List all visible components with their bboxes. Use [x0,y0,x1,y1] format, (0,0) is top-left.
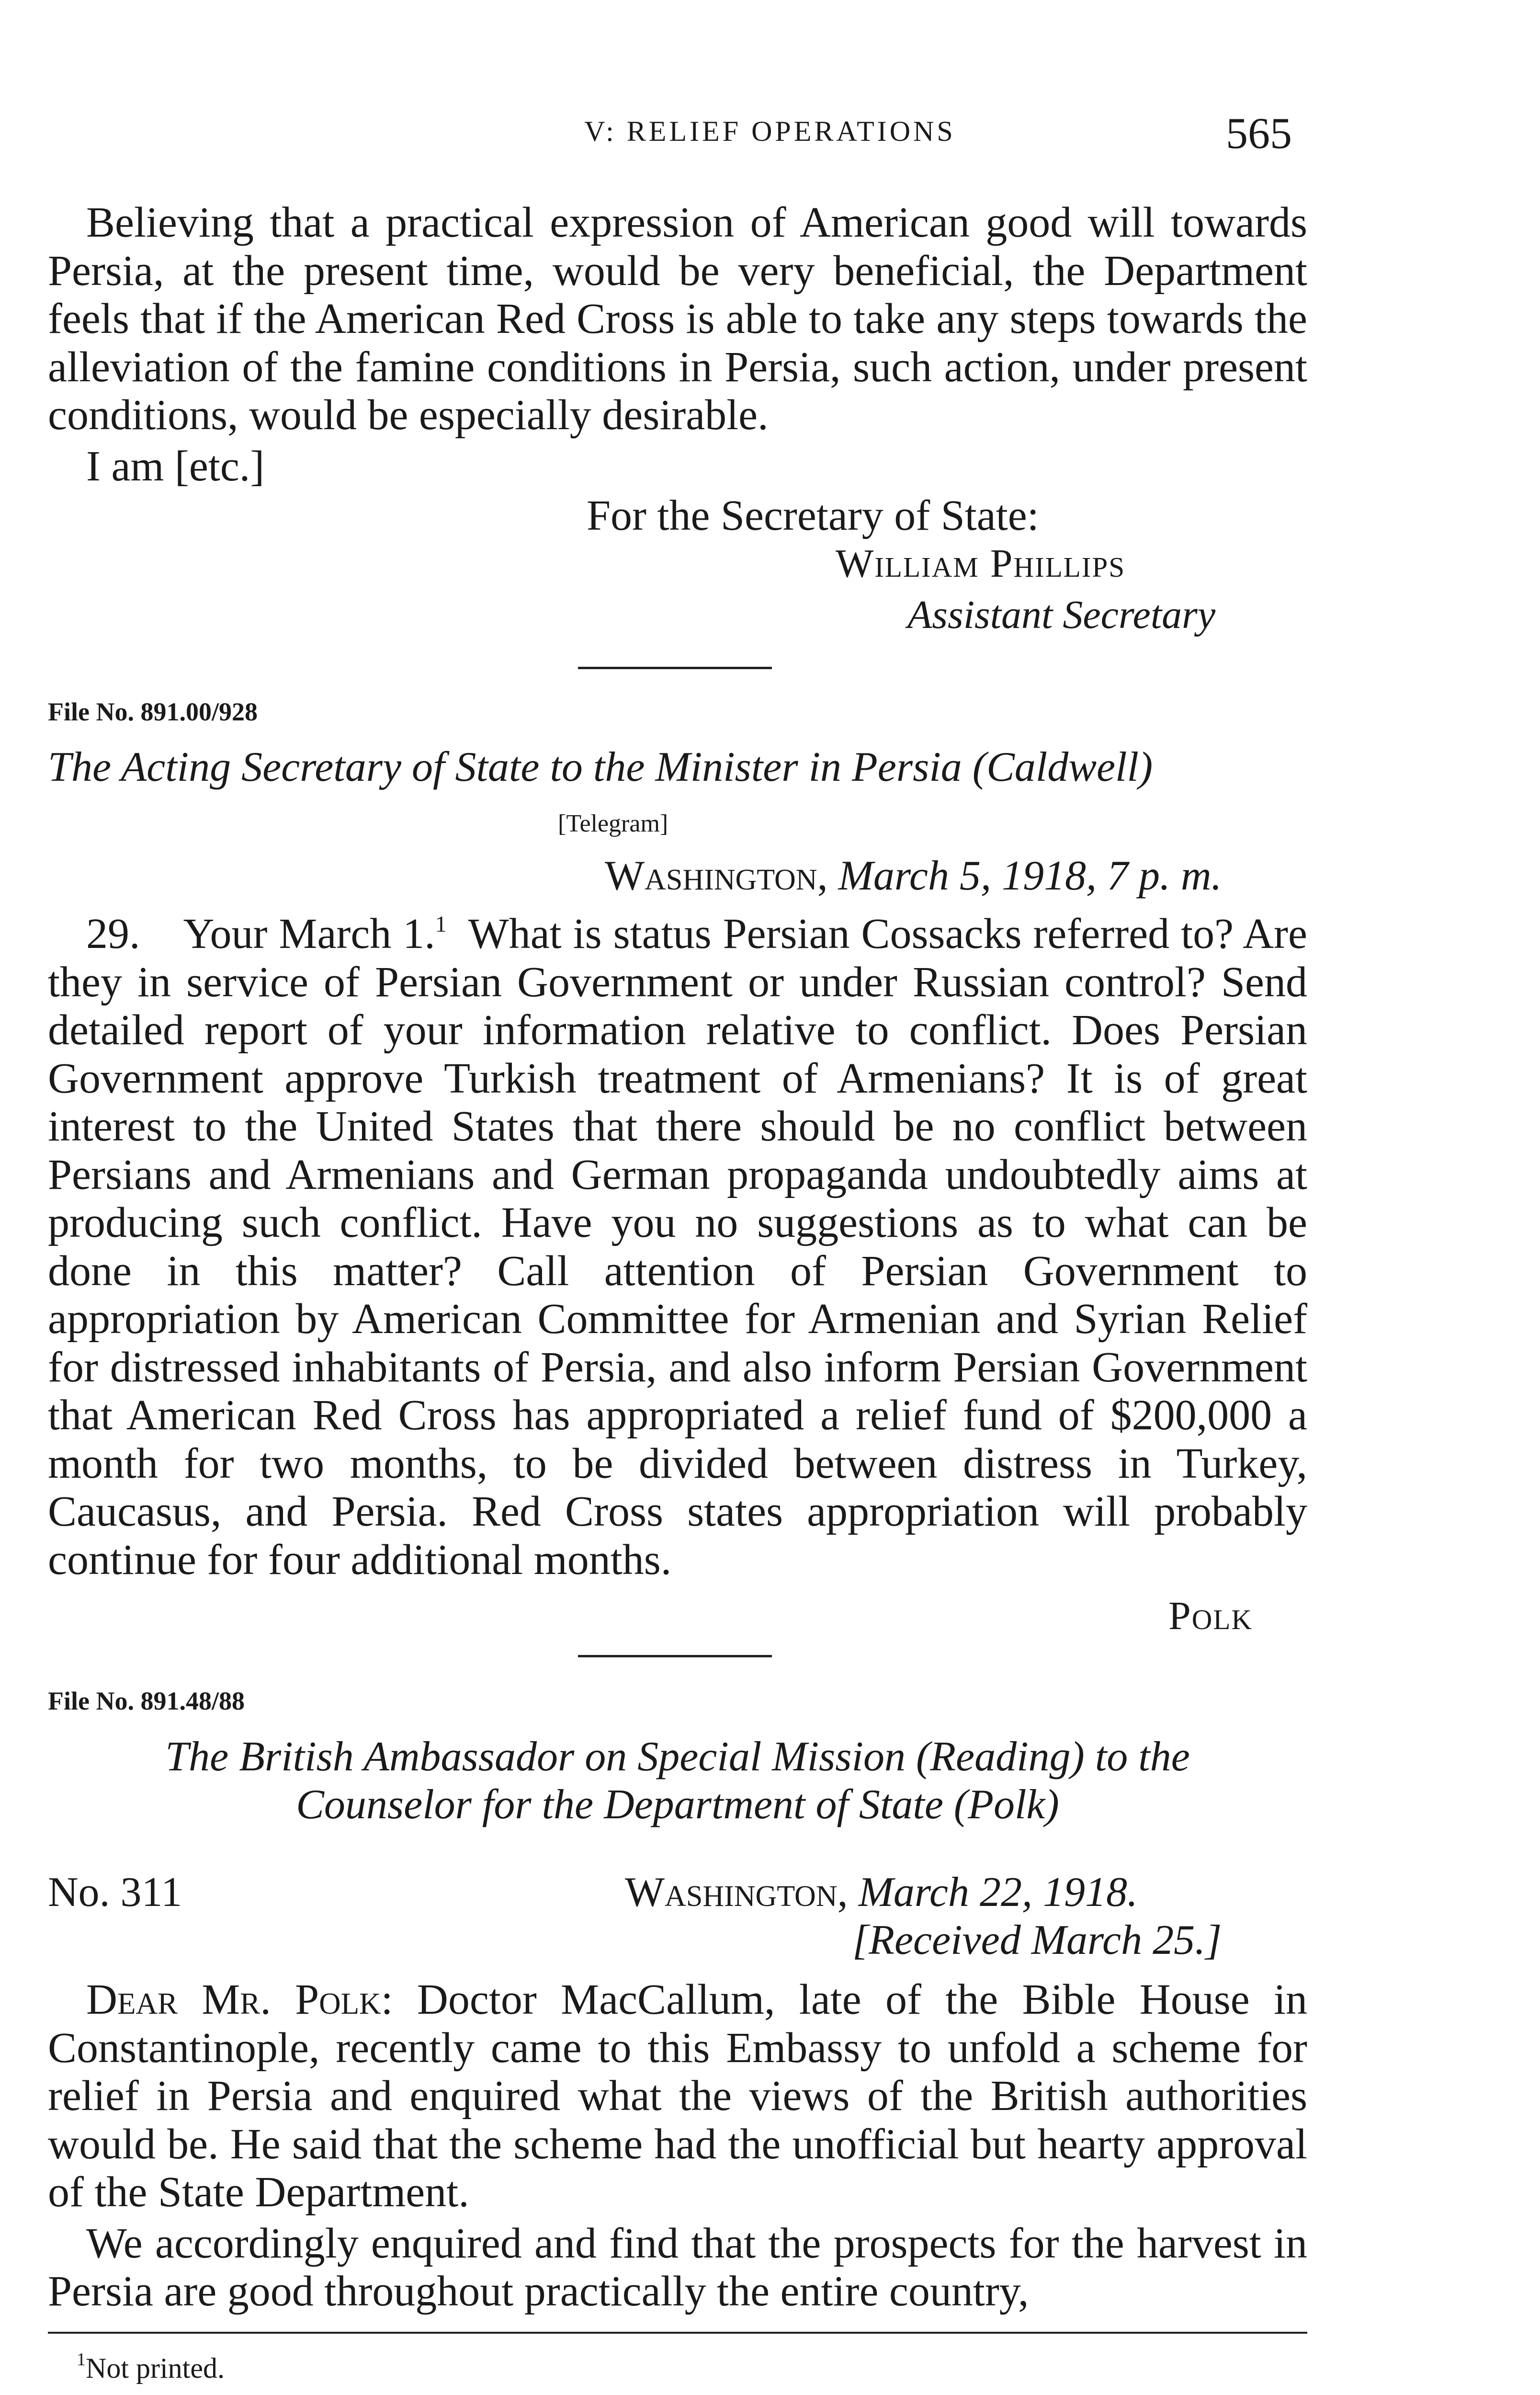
doc1-paragraph: Believing that a practical expression of American good will towards Persia, at the present time, would be very beneficial, the Department feels that if the American Red Cross is able to take any steps towards the alleviation of the famine conditions in Persia, such action, under present conditions, would be especially desirable. [48,199,1307,439]
doc2-signer: Polk [1168,1594,1253,1638]
footnote-mark: 1 [77,2349,86,2370]
doc3-para1-text: Doctor MacCallum, late of the Bible House in Constantinople, recently came to this Embassy to unfold a scheme for relief in Persia and enquired what the views of the British authorities would be. He said that the scheme had the unofficial but hearty approval of the State Department. [48,1976,1307,2216]
doc2-paragraph [48,910,1307,1584]
doc1-signature-line: For the Secretary of State: [587,492,1039,539]
doc2-heading: The Acting Secretary of State to the Minister in Persia (Caldwell) [48,744,1153,790]
doc3-dateline [625,1868,1138,1916]
doc2-dateline [605,852,1222,900]
doc3-paragraph-2: We accordingly enquired and find that the prospects for the harvest in Persia are good throughout practically the entire country, [48,2219,1307,2315]
section-divider [578,667,772,669]
doc3-dateline-place: Washington, [625,1869,848,1916]
doc3-received: [Received March 25.] [852,1917,1222,1963]
doc1-closing: I am [etc.] [86,442,265,490]
doc3-paragraph-1 [48,1976,1307,2217]
doc1-body [48,199,1307,490]
doc3-heading-line2: Counselor for the Department of State (Polk) [296,1781,1059,1828]
doc2-type: [Telegram] [558,810,668,837]
doc1-signer-title: Assistant Secretary [907,593,1216,637]
running-head: V: RELIEF OPERATIONS [584,115,956,147]
doc3-number: No. 311 [48,1869,182,1916]
doc3-body [48,1976,1307,2316]
doc3-heading-line1: The British Ambassador on Special Mission (Reading) to the [165,1734,1190,1780]
doc2-dateline-place: Washington, [605,853,828,899]
doc2-number: 29. [86,910,140,958]
doc3-heading [48,1733,1307,1829]
doc2-text: What is status Persian Cossacks referred to? Are they in service of Persian Government or under Russian control? Send detailed report of your information relative to conflict. Does Persian Government approve Turkish treatment of Armenians? It is of great interest to the United States that there should be no conflict between Persians and Armenians and German propaganda undoubtedly aims at producing such conflict. Have you no suggestions as to what can be done in this matter? Call attention of Persian Government to appropriation by American Committee for Armenian and Syrian Relief for distressed inhabitants of Persia, and also inform Persian Government that American Red Cross has appropriated a relief fund of $200,000 a month for two months, to be divided between distress in Turkey, Caucasus, and Persia. Red Cross states appropriation will probably continue for four additional months. [48,910,1307,1584]
doc2-dateline-date: March 5, 1918, 7 p. m. [838,853,1222,899]
footnote-text: Not printed. [86,2352,225,2384]
footnote-reference: 1 [435,912,447,937]
doc3-dateline-date: March 22, 1918. [858,1869,1138,1916]
page-number: 565 [1226,109,1292,158]
section-divider [578,1655,772,1657]
footnote-rule [48,2332,1307,2334]
doc2-lead: Your March 1. [183,910,435,958]
doc2-file-number: File No. 891.00/928 [48,697,258,726]
doc1-signer: William Phillips [836,541,1126,586]
footnote [77,2349,225,2385]
doc2-body [48,910,1307,1584]
doc3-salutation: Dear Mr. Polk: [86,1976,393,2023]
doc3-file-number: File No. 891.48/88 [48,1687,245,1715]
